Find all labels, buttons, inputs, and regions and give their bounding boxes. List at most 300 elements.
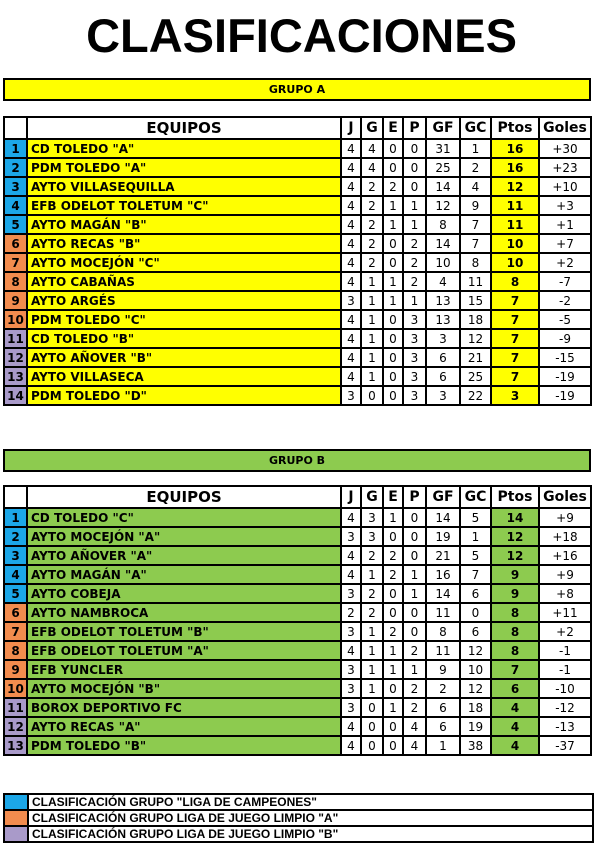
goal-diff-cell: +3 bbox=[539, 196, 591, 215]
won-cell: 2 bbox=[361, 215, 383, 234]
col-header-goals-for: GF bbox=[426, 117, 460, 139]
points-cell: 10 bbox=[491, 234, 539, 253]
drawn-cell: 0 bbox=[383, 679, 403, 698]
rank-cell: 12 bbox=[4, 717, 27, 736]
won-cell: 1 bbox=[361, 367, 383, 386]
goals-for-cell: 6 bbox=[426, 367, 460, 386]
played-cell: 4 bbox=[341, 196, 361, 215]
played-cell: 4 bbox=[341, 717, 361, 736]
drawn-cell: 1 bbox=[383, 698, 403, 717]
team-name-cell: AYTO AÑOVER "A" bbox=[27, 546, 341, 565]
points-cell: 14 bbox=[491, 508, 539, 527]
rank-cell: 4 bbox=[4, 565, 27, 584]
table-row bbox=[4, 565, 591, 584]
points-cell: 12 bbox=[491, 177, 539, 196]
points-cell: 7 bbox=[491, 367, 539, 386]
played-cell: 4 bbox=[341, 158, 361, 177]
won-cell: 2 bbox=[361, 196, 383, 215]
points-cell: 8 bbox=[491, 603, 539, 622]
won-cell: 1 bbox=[361, 622, 383, 641]
team-name-cell: AYTO MOCEJÓN "A" bbox=[27, 527, 341, 546]
lost-cell: 1 bbox=[403, 291, 426, 310]
drawn-cell: 1 bbox=[383, 660, 403, 679]
played-cell: 3 bbox=[341, 584, 361, 603]
played-cell: 4 bbox=[341, 310, 361, 329]
drawn-cell: 0 bbox=[383, 367, 403, 386]
rank-cell: 6 bbox=[4, 234, 27, 253]
goal-diff-cell: +16 bbox=[539, 546, 591, 565]
lost-cell: 0 bbox=[403, 158, 426, 177]
drawn-cell: 0 bbox=[383, 717, 403, 736]
points-cell: 8 bbox=[491, 272, 539, 291]
table-row bbox=[4, 698, 591, 717]
team-name-cell: PDM TOLEDO "D" bbox=[27, 386, 341, 405]
goals-for-cell: 31 bbox=[426, 139, 460, 158]
goals-for-cell: 3 bbox=[426, 386, 460, 405]
drawn-cell: 0 bbox=[383, 310, 403, 329]
goals-for-cell: 8 bbox=[426, 215, 460, 234]
won-cell: 4 bbox=[361, 139, 383, 158]
rank-cell: 5 bbox=[4, 584, 27, 603]
rank-cell: 14 bbox=[4, 386, 27, 405]
points-cell: 12 bbox=[491, 527, 539, 546]
goals-against-cell: 25 bbox=[460, 367, 491, 386]
goal-diff-cell: -7 bbox=[539, 272, 591, 291]
won-cell: 0 bbox=[361, 386, 383, 405]
goals-against-cell: 22 bbox=[460, 386, 491, 405]
goals-for-cell: 1 bbox=[426, 736, 460, 755]
goals-for-cell: 13 bbox=[426, 310, 460, 329]
legend-label: CLASIFICACIÓN GRUPO LIGA DE JUEGO LIMPIO "B" bbox=[28, 826, 593, 842]
lost-cell: 0 bbox=[403, 546, 426, 565]
goals-for-cell: 8 bbox=[426, 622, 460, 641]
goals-against-cell: 6 bbox=[460, 584, 491, 603]
legend-item bbox=[4, 794, 593, 810]
goal-diff-cell: +10 bbox=[539, 177, 591, 196]
goals-against-cell: 6 bbox=[460, 622, 491, 641]
rank-cell: 13 bbox=[4, 367, 27, 386]
col-header-points: Ptos bbox=[491, 117, 539, 139]
played-cell: 2 bbox=[341, 603, 361, 622]
goals-against-cell: 1 bbox=[460, 527, 491, 546]
goal-diff-cell: -5 bbox=[539, 310, 591, 329]
points-cell: 7 bbox=[491, 348, 539, 367]
goals-against-cell: 12 bbox=[460, 329, 491, 348]
goals-for-cell: 21 bbox=[426, 546, 460, 565]
lost-cell: 4 bbox=[403, 736, 426, 755]
goal-diff-cell: +7 bbox=[539, 234, 591, 253]
goal-diff-cell: +2 bbox=[539, 253, 591, 272]
won-cell: 1 bbox=[361, 348, 383, 367]
rank-cell: 1 bbox=[4, 139, 27, 158]
page-title: CLASIFICACIONES bbox=[86, 9, 517, 62]
played-cell: 4 bbox=[341, 272, 361, 291]
goal-diff-cell: +23 bbox=[539, 158, 591, 177]
won-cell: 2 bbox=[361, 546, 383, 565]
won-cell: 1 bbox=[361, 660, 383, 679]
goals-against-cell: 15 bbox=[460, 291, 491, 310]
lost-cell: 2 bbox=[403, 679, 426, 698]
table-row bbox=[4, 158, 591, 177]
won-cell: 2 bbox=[361, 584, 383, 603]
goals-for-cell: 14 bbox=[426, 508, 460, 527]
table-row bbox=[4, 367, 591, 386]
won-cell: 1 bbox=[361, 641, 383, 660]
team-name-cell: AYTO MOCEJÓN "B" bbox=[27, 679, 341, 698]
team-name-cell: CD TOLEDO "B" bbox=[27, 329, 341, 348]
played-cell: 4 bbox=[341, 641, 361, 660]
points-cell: 3 bbox=[491, 386, 539, 405]
rank-cell: 11 bbox=[4, 698, 27, 717]
goals-against-cell: 12 bbox=[460, 679, 491, 698]
played-cell: 3 bbox=[341, 660, 361, 679]
goals-for-cell: 6 bbox=[426, 717, 460, 736]
played-cell: 4 bbox=[341, 367, 361, 386]
drawn-cell: 0 bbox=[383, 348, 403, 367]
drawn-cell: 1 bbox=[383, 508, 403, 527]
played-cell: 3 bbox=[341, 679, 361, 698]
goal-diff-cell: +9 bbox=[539, 565, 591, 584]
col-header-lost: P bbox=[403, 117, 426, 139]
goals-against-cell: 12 bbox=[460, 641, 491, 660]
rank-cell: 10 bbox=[4, 310, 27, 329]
table-row bbox=[4, 196, 591, 215]
goals-against-cell: 2 bbox=[460, 158, 491, 177]
points-cell: 9 bbox=[491, 584, 539, 603]
team-name-cell: AYTO VILLASECA bbox=[27, 367, 341, 386]
goal-diff-cell: +2 bbox=[539, 622, 591, 641]
played-cell: 4 bbox=[341, 329, 361, 348]
rank-cell: 9 bbox=[4, 291, 27, 310]
points-cell: 4 bbox=[491, 717, 539, 736]
rank-cell: 10 bbox=[4, 679, 27, 698]
legend-label: CLASIFICACIÓN GRUPO LIGA DE JUEGO LIMPIO "A" bbox=[28, 810, 593, 826]
goals-against-cell: 5 bbox=[460, 508, 491, 527]
table-row bbox=[4, 386, 591, 405]
goals-against-cell: 10 bbox=[460, 660, 491, 679]
team-name-cell: PDM TOLEDO "B" bbox=[27, 736, 341, 755]
points-cell: 10 bbox=[491, 253, 539, 272]
played-cell: 4 bbox=[341, 215, 361, 234]
drawn-cell: 2 bbox=[383, 622, 403, 641]
table-row bbox=[4, 177, 591, 196]
team-name-cell: AYTO VILLASEQUILLA bbox=[27, 177, 341, 196]
rank-cell: 8 bbox=[4, 641, 27, 660]
goal-diff-cell: -19 bbox=[539, 367, 591, 386]
won-cell: 1 bbox=[361, 565, 383, 584]
goal-diff-cell: -15 bbox=[539, 348, 591, 367]
goals-for-cell: 10 bbox=[426, 253, 460, 272]
legend-item bbox=[4, 826, 593, 842]
table-row bbox=[4, 584, 591, 603]
points-cell: 12 bbox=[491, 546, 539, 565]
won-cell: 1 bbox=[361, 291, 383, 310]
goals-against-cell: 18 bbox=[460, 698, 491, 717]
played-cell: 4 bbox=[341, 253, 361, 272]
team-name-cell: CD TOLEDO "A" bbox=[27, 139, 341, 158]
goals-for-cell: 4 bbox=[426, 272, 460, 291]
won-cell: 2 bbox=[361, 603, 383, 622]
rank-cell: 9 bbox=[4, 660, 27, 679]
col-header-points: Ptos bbox=[491, 486, 539, 508]
points-cell: 4 bbox=[491, 736, 539, 755]
team-name-cell: AYTO CABAÑAS bbox=[27, 272, 341, 291]
played-cell: 4 bbox=[341, 177, 361, 196]
goals-against-cell: 7 bbox=[460, 565, 491, 584]
drawn-cell: 0 bbox=[383, 527, 403, 546]
goal-diff-cell: -1 bbox=[539, 660, 591, 679]
team-name-cell: AYTO RECAS "B" bbox=[27, 234, 341, 253]
lost-cell: 1 bbox=[403, 660, 426, 679]
goals-against-cell: 9 bbox=[460, 196, 491, 215]
table-header-row bbox=[4, 486, 591, 508]
team-name-cell: AYTO RECAS "A" bbox=[27, 717, 341, 736]
goals-for-cell: 14 bbox=[426, 584, 460, 603]
goals-against-cell: 7 bbox=[460, 215, 491, 234]
drawn-cell: 1 bbox=[383, 196, 403, 215]
points-cell: 6 bbox=[491, 679, 539, 698]
table-row bbox=[4, 329, 591, 348]
lost-cell: 2 bbox=[403, 641, 426, 660]
goals-for-cell: 14 bbox=[426, 177, 460, 196]
team-name-cell: EFB ODELOT TOLETUM "B" bbox=[27, 622, 341, 641]
lost-cell: 0 bbox=[403, 603, 426, 622]
table-row bbox=[4, 679, 591, 698]
lost-cell: 3 bbox=[403, 329, 426, 348]
goal-diff-cell: -19 bbox=[539, 386, 591, 405]
points-cell: 7 bbox=[491, 310, 539, 329]
points-cell: 11 bbox=[491, 215, 539, 234]
goal-diff-cell: -10 bbox=[539, 679, 591, 698]
goal-diff-cell: -9 bbox=[539, 329, 591, 348]
points-cell: 4 bbox=[491, 698, 539, 717]
won-cell: 0 bbox=[361, 717, 383, 736]
won-cell: 1 bbox=[361, 310, 383, 329]
col-header-goals-against: GC bbox=[460, 486, 491, 508]
group-b-banner: GRUPO B bbox=[3, 449, 591, 472]
rank-cell: 7 bbox=[4, 622, 27, 641]
team-name-cell: EFB YUNCLER bbox=[27, 660, 341, 679]
col-header-lost: P bbox=[403, 486, 426, 508]
lost-cell: 3 bbox=[403, 386, 426, 405]
table-row bbox=[4, 603, 591, 622]
legend-swatch bbox=[4, 810, 28, 826]
goals-for-cell: 6 bbox=[426, 698, 460, 717]
won-cell: 1 bbox=[361, 329, 383, 348]
won-cell: 1 bbox=[361, 272, 383, 291]
legend bbox=[3, 793, 594, 843]
points-cell: 9 bbox=[491, 565, 539, 584]
team-name-cell: PDM TOLEDO "C" bbox=[27, 310, 341, 329]
played-cell: 3 bbox=[341, 386, 361, 405]
drawn-cell: 0 bbox=[383, 736, 403, 755]
played-cell: 3 bbox=[341, 698, 361, 717]
goals-for-cell: 11 bbox=[426, 641, 460, 660]
lost-cell: 1 bbox=[403, 215, 426, 234]
goals-for-cell: 12 bbox=[426, 196, 460, 215]
rank-cell: 12 bbox=[4, 348, 27, 367]
lost-cell: 3 bbox=[403, 310, 426, 329]
drawn-cell: 0 bbox=[383, 234, 403, 253]
goals-against-cell: 5 bbox=[460, 546, 491, 565]
goals-for-cell: 13 bbox=[426, 291, 460, 310]
won-cell: 0 bbox=[361, 736, 383, 755]
goals-against-cell: 1 bbox=[460, 139, 491, 158]
goals-against-cell: 19 bbox=[460, 717, 491, 736]
rank-cell: 7 bbox=[4, 253, 27, 272]
played-cell: 4 bbox=[341, 139, 361, 158]
rank-cell: 2 bbox=[4, 527, 27, 546]
table-row bbox=[4, 641, 591, 660]
goals-against-cell: 11 bbox=[460, 272, 491, 291]
drawn-cell: 1 bbox=[383, 291, 403, 310]
table-row bbox=[4, 717, 591, 736]
lost-cell: 0 bbox=[403, 139, 426, 158]
table-row bbox=[4, 253, 591, 272]
goal-diff-cell: +18 bbox=[539, 527, 591, 546]
points-cell: 7 bbox=[491, 329, 539, 348]
rank-cell: 11 bbox=[4, 329, 27, 348]
rank-cell: 13 bbox=[4, 736, 27, 755]
drawn-cell: 1 bbox=[383, 641, 403, 660]
drawn-cell: 0 bbox=[383, 139, 403, 158]
drawn-cell: 1 bbox=[383, 215, 403, 234]
lost-cell: 3 bbox=[403, 367, 426, 386]
lost-cell: 4 bbox=[403, 717, 426, 736]
goal-diff-cell: +30 bbox=[539, 139, 591, 158]
drawn-cell: 0 bbox=[383, 158, 403, 177]
drawn-cell: 0 bbox=[383, 386, 403, 405]
rank-cell: 4 bbox=[4, 196, 27, 215]
goals-for-cell: 25 bbox=[426, 158, 460, 177]
group-a-standings-table bbox=[3, 116, 592, 406]
table-row bbox=[4, 348, 591, 367]
points-cell: 16 bbox=[491, 158, 539, 177]
legend-item bbox=[4, 810, 593, 826]
drawn-cell: 2 bbox=[383, 177, 403, 196]
goals-against-cell: 21 bbox=[460, 348, 491, 367]
table-row bbox=[4, 736, 591, 755]
col-header-goals-for: GF bbox=[426, 486, 460, 508]
goal-diff-cell: -37 bbox=[539, 736, 591, 755]
lost-cell: 0 bbox=[403, 527, 426, 546]
legend-label: CLASIFICACIÓN GRUPO "LIGA DE CAMPEONES" bbox=[28, 794, 593, 810]
rank-cell: 8 bbox=[4, 272, 27, 291]
drawn-cell: 0 bbox=[383, 253, 403, 272]
team-name-cell: AYTO ARGÉS bbox=[27, 291, 341, 310]
drawn-cell: 0 bbox=[383, 584, 403, 603]
points-cell: 8 bbox=[491, 641, 539, 660]
col-header-drawn: E bbox=[383, 117, 403, 139]
played-cell: 3 bbox=[341, 527, 361, 546]
table-row bbox=[4, 291, 591, 310]
played-cell: 4 bbox=[341, 546, 361, 565]
goal-diff-cell: -2 bbox=[539, 291, 591, 310]
table-row bbox=[4, 546, 591, 565]
table-row bbox=[4, 508, 591, 527]
group-b-standings-table bbox=[3, 485, 592, 756]
drawn-cell: 2 bbox=[383, 546, 403, 565]
goals-for-cell: 2 bbox=[426, 679, 460, 698]
col-header-team: EQUIPOS bbox=[27, 117, 341, 139]
goal-diff-cell: -1 bbox=[539, 641, 591, 660]
goals-against-cell: 38 bbox=[460, 736, 491, 755]
lost-cell: 0 bbox=[403, 508, 426, 527]
rank-cell: 3 bbox=[4, 177, 27, 196]
won-cell: 0 bbox=[361, 698, 383, 717]
legend-swatch bbox=[4, 826, 28, 842]
rank-cell: 5 bbox=[4, 215, 27, 234]
rank-cell: 1 bbox=[4, 508, 27, 527]
team-name-cell: AYTO MAGÁN "B" bbox=[27, 215, 341, 234]
goal-diff-cell: +11 bbox=[539, 603, 591, 622]
played-cell: 4 bbox=[341, 736, 361, 755]
goals-against-cell: 4 bbox=[460, 177, 491, 196]
lost-cell: 2 bbox=[403, 234, 426, 253]
table-row bbox=[4, 622, 591, 641]
won-cell: 2 bbox=[361, 177, 383, 196]
col-header-rank bbox=[4, 117, 27, 139]
goals-for-cell: 11 bbox=[426, 603, 460, 622]
drawn-cell: 2 bbox=[383, 565, 403, 584]
goals-against-cell: 8 bbox=[460, 253, 491, 272]
team-name-cell: CD TOLEDO "C" bbox=[27, 508, 341, 527]
col-header-goals-against: GC bbox=[460, 117, 491, 139]
table-row bbox=[4, 234, 591, 253]
team-name-cell: EFB ODELOT TOLETUM "C" bbox=[27, 196, 341, 215]
table-row bbox=[4, 272, 591, 291]
won-cell: 1 bbox=[361, 679, 383, 698]
legend-swatch bbox=[4, 794, 28, 810]
drawn-cell: 1 bbox=[383, 272, 403, 291]
team-name-cell: PDM TOLEDO "A" bbox=[27, 158, 341, 177]
drawn-cell: 0 bbox=[383, 603, 403, 622]
goal-diff-cell: +8 bbox=[539, 584, 591, 603]
table-row bbox=[4, 310, 591, 329]
goals-for-cell: 14 bbox=[426, 234, 460, 253]
lost-cell: 1 bbox=[403, 196, 426, 215]
points-cell: 16 bbox=[491, 139, 539, 158]
goals-for-cell: 6 bbox=[426, 348, 460, 367]
col-header-won: G bbox=[361, 486, 383, 508]
rank-cell: 3 bbox=[4, 546, 27, 565]
played-cell: 4 bbox=[341, 565, 361, 584]
col-header-played: J bbox=[341, 117, 361, 139]
team-name-cell: AYTO MAGÁN "A" bbox=[27, 565, 341, 584]
lost-cell: 2 bbox=[403, 272, 426, 291]
points-cell: 7 bbox=[491, 660, 539, 679]
goals-for-cell: 19 bbox=[426, 527, 460, 546]
lost-cell: 2 bbox=[403, 253, 426, 272]
goal-diff-cell: +1 bbox=[539, 215, 591, 234]
goal-diff-cell: -13 bbox=[539, 717, 591, 736]
lost-cell: 3 bbox=[403, 348, 426, 367]
col-header-goal-diff: Goles bbox=[539, 117, 591, 139]
rank-cell: 2 bbox=[4, 158, 27, 177]
col-header-goal-diff: Goles bbox=[539, 486, 591, 508]
goals-against-cell: 0 bbox=[460, 603, 491, 622]
won-cell: 3 bbox=[361, 527, 383, 546]
team-name-cell: AYTO COBEJA bbox=[27, 584, 341, 603]
points-cell: 8 bbox=[491, 622, 539, 641]
table-header-row bbox=[4, 117, 591, 139]
table-row bbox=[4, 660, 591, 679]
played-cell: 4 bbox=[341, 508, 361, 527]
col-header-team: EQUIPOS bbox=[27, 486, 341, 508]
goals-for-cell: 16 bbox=[426, 565, 460, 584]
played-cell: 4 bbox=[341, 234, 361, 253]
goal-diff-cell: +9 bbox=[539, 508, 591, 527]
